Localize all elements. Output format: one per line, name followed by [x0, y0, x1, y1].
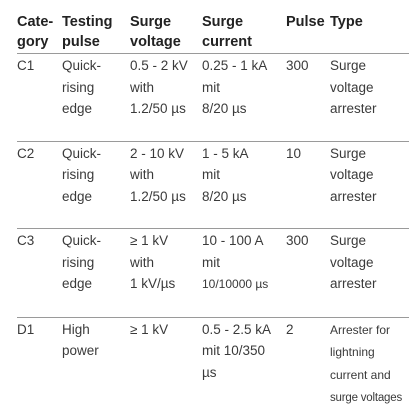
- type-description: Arrester for lightning current and: [330, 322, 391, 382]
- cell-type: Surge voltage arrester: [330, 54, 409, 142]
- table-row: [17, 317, 409, 410]
- cell-type: Surge voltage arrester: [330, 229, 409, 318]
- header-surge-voltage: Surge voltage: [130, 12, 202, 54]
- table-row: [17, 229, 409, 318]
- surge-current-waveform: 10/10000 µs: [202, 277, 269, 291]
- cell-pulse: 10: [286, 141, 330, 229]
- table-row: [17, 141, 409, 229]
- header-type: Type: [330, 12, 409, 54]
- cell-type: Surge voltage arrester: [330, 141, 409, 229]
- cell-category: D1: [17, 321, 35, 337]
- cell-surge-current: [202, 229, 286, 318]
- cell-category: C3: [17, 229, 62, 318]
- header-testing-pulse: Testing pulse: [62, 12, 130, 54]
- surge-category-table: [17, 12, 409, 410]
- cell-surge-voltage: ≥ 1 kV: [130, 321, 169, 337]
- cell-surge-voltage: ≥ 1 kV with 1 kV/µs: [130, 229, 202, 318]
- cell-surge-current: 0.25 - 1 kA mit 8/20 µs: [202, 54, 286, 142]
- cell-surge-current: 1 - 5 kA mit 8/20 µs: [202, 141, 286, 229]
- table-row: [17, 54, 409, 142]
- cell-pulse: 300: [286, 54, 330, 142]
- cell-surge-voltage: 2 - 10 kV with 1.2/50 µs: [130, 141, 202, 229]
- cell-type: [330, 317, 409, 410]
- header-surge-current: Surge current: [202, 12, 286, 54]
- cell-surge-voltage: 0.5 - 2 kV with 1.2/50 µs: [130, 54, 202, 142]
- header-category: Cate- gory: [17, 12, 62, 54]
- cell-testing-pulse: Quick- rising edge: [62, 229, 130, 318]
- cell-testing-pulse: Quick- rising edge: [62, 141, 130, 229]
- surge-current-range: 0.5 - 2.5 kA mit 10/350: [202, 321, 272, 358]
- cell-testing-pulse: Quick- rising edge: [62, 54, 130, 142]
- surge-current-range: 10 - 100 A mit: [202, 233, 264, 270]
- cell-testing-pulse: High power: [62, 321, 99, 358]
- header-row: [17, 12, 409, 54]
- cell-pulse: 2: [286, 321, 294, 337]
- header-pulse: Pulse: [286, 12, 330, 54]
- surge-current-unit: µs: [202, 364, 217, 380]
- cell-surge-current: [202, 317, 286, 410]
- cell-category: C2: [17, 141, 62, 229]
- cell-category: C1: [17, 54, 62, 142]
- type-description-end: surge voltages: [330, 392, 402, 404]
- cell-pulse: 300: [286, 229, 330, 318]
